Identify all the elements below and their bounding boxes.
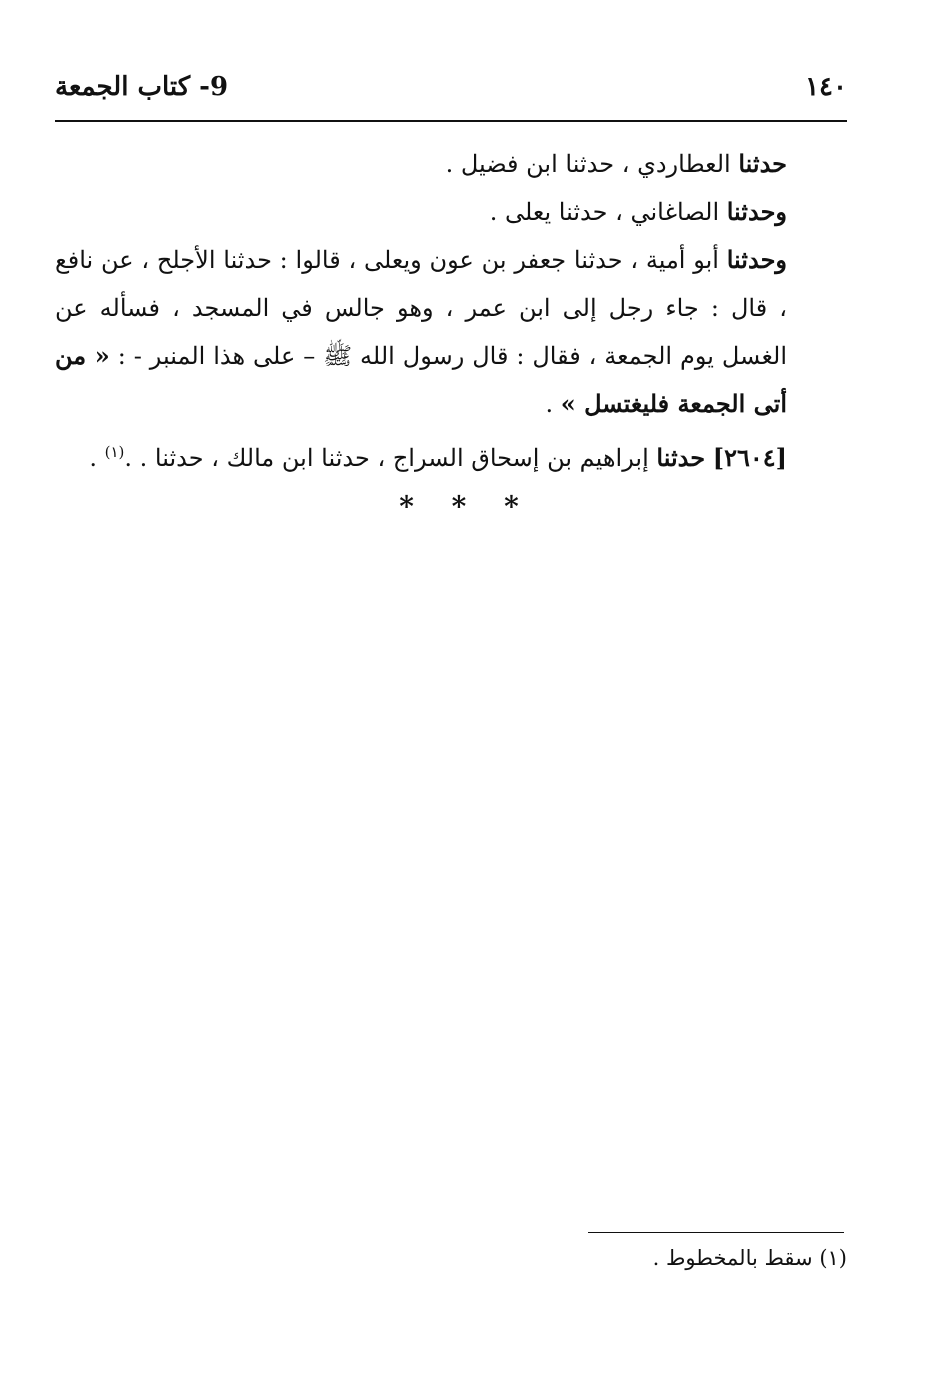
narration-text: العطاردي ، حدثنا ابن فضيل . [445,150,739,178]
narration-lead: وحدثنا [726,245,787,274]
hadith-text [55,140,847,482]
narration-end: . [89,444,105,472]
page-number: ١٤٠ [805,72,847,102]
narration-lead: حدثنا [738,149,787,178]
narration-text: الصاغاني ، حدثنا يعلى . [489,198,727,226]
narration-line-1 [55,140,847,188]
footnote: (١) سقط بالمخطوط . [652,1246,847,1270]
hadith-number: [٢٦٠٤] [712,443,787,472]
header-divider [55,120,847,122]
narration-lead: حدثنا [656,443,706,472]
hadith-entry [55,428,847,482]
footnote-reference: (١) [104,443,125,461]
section-separator: * * * [399,490,533,523]
narration-text: أبو أمية ، حدثنا جعفر بن عون ويعلى ، قالوا : حدثنا الأجلح ، عن نافع ، قال : جاء رجل إلى ابن عمر ، وهو جالس في المسجد ، فسأله عن الغسل يوم الجمعة ، فقال : قال رسول الله ﷺ – على هذا المنبر - : [55,246,787,370]
narration-line-2 [55,188,847,236]
narration-text: إبراهيم بن إسحاق السراج ، حدثنا ابن مالك ، حدثنا . . [124,444,657,472]
chapter-title: 9- كتاب الجمعة [55,72,229,102]
footnote-divider [588,1232,844,1233]
narration-paragraph-3 [55,236,847,428]
narration-lead: وحدثنا [726,197,787,226]
prophetic-quote: « من أتى الجمعة فليغتسل » [55,341,787,418]
narration-end: . [545,390,561,418]
page-header [55,72,847,112]
